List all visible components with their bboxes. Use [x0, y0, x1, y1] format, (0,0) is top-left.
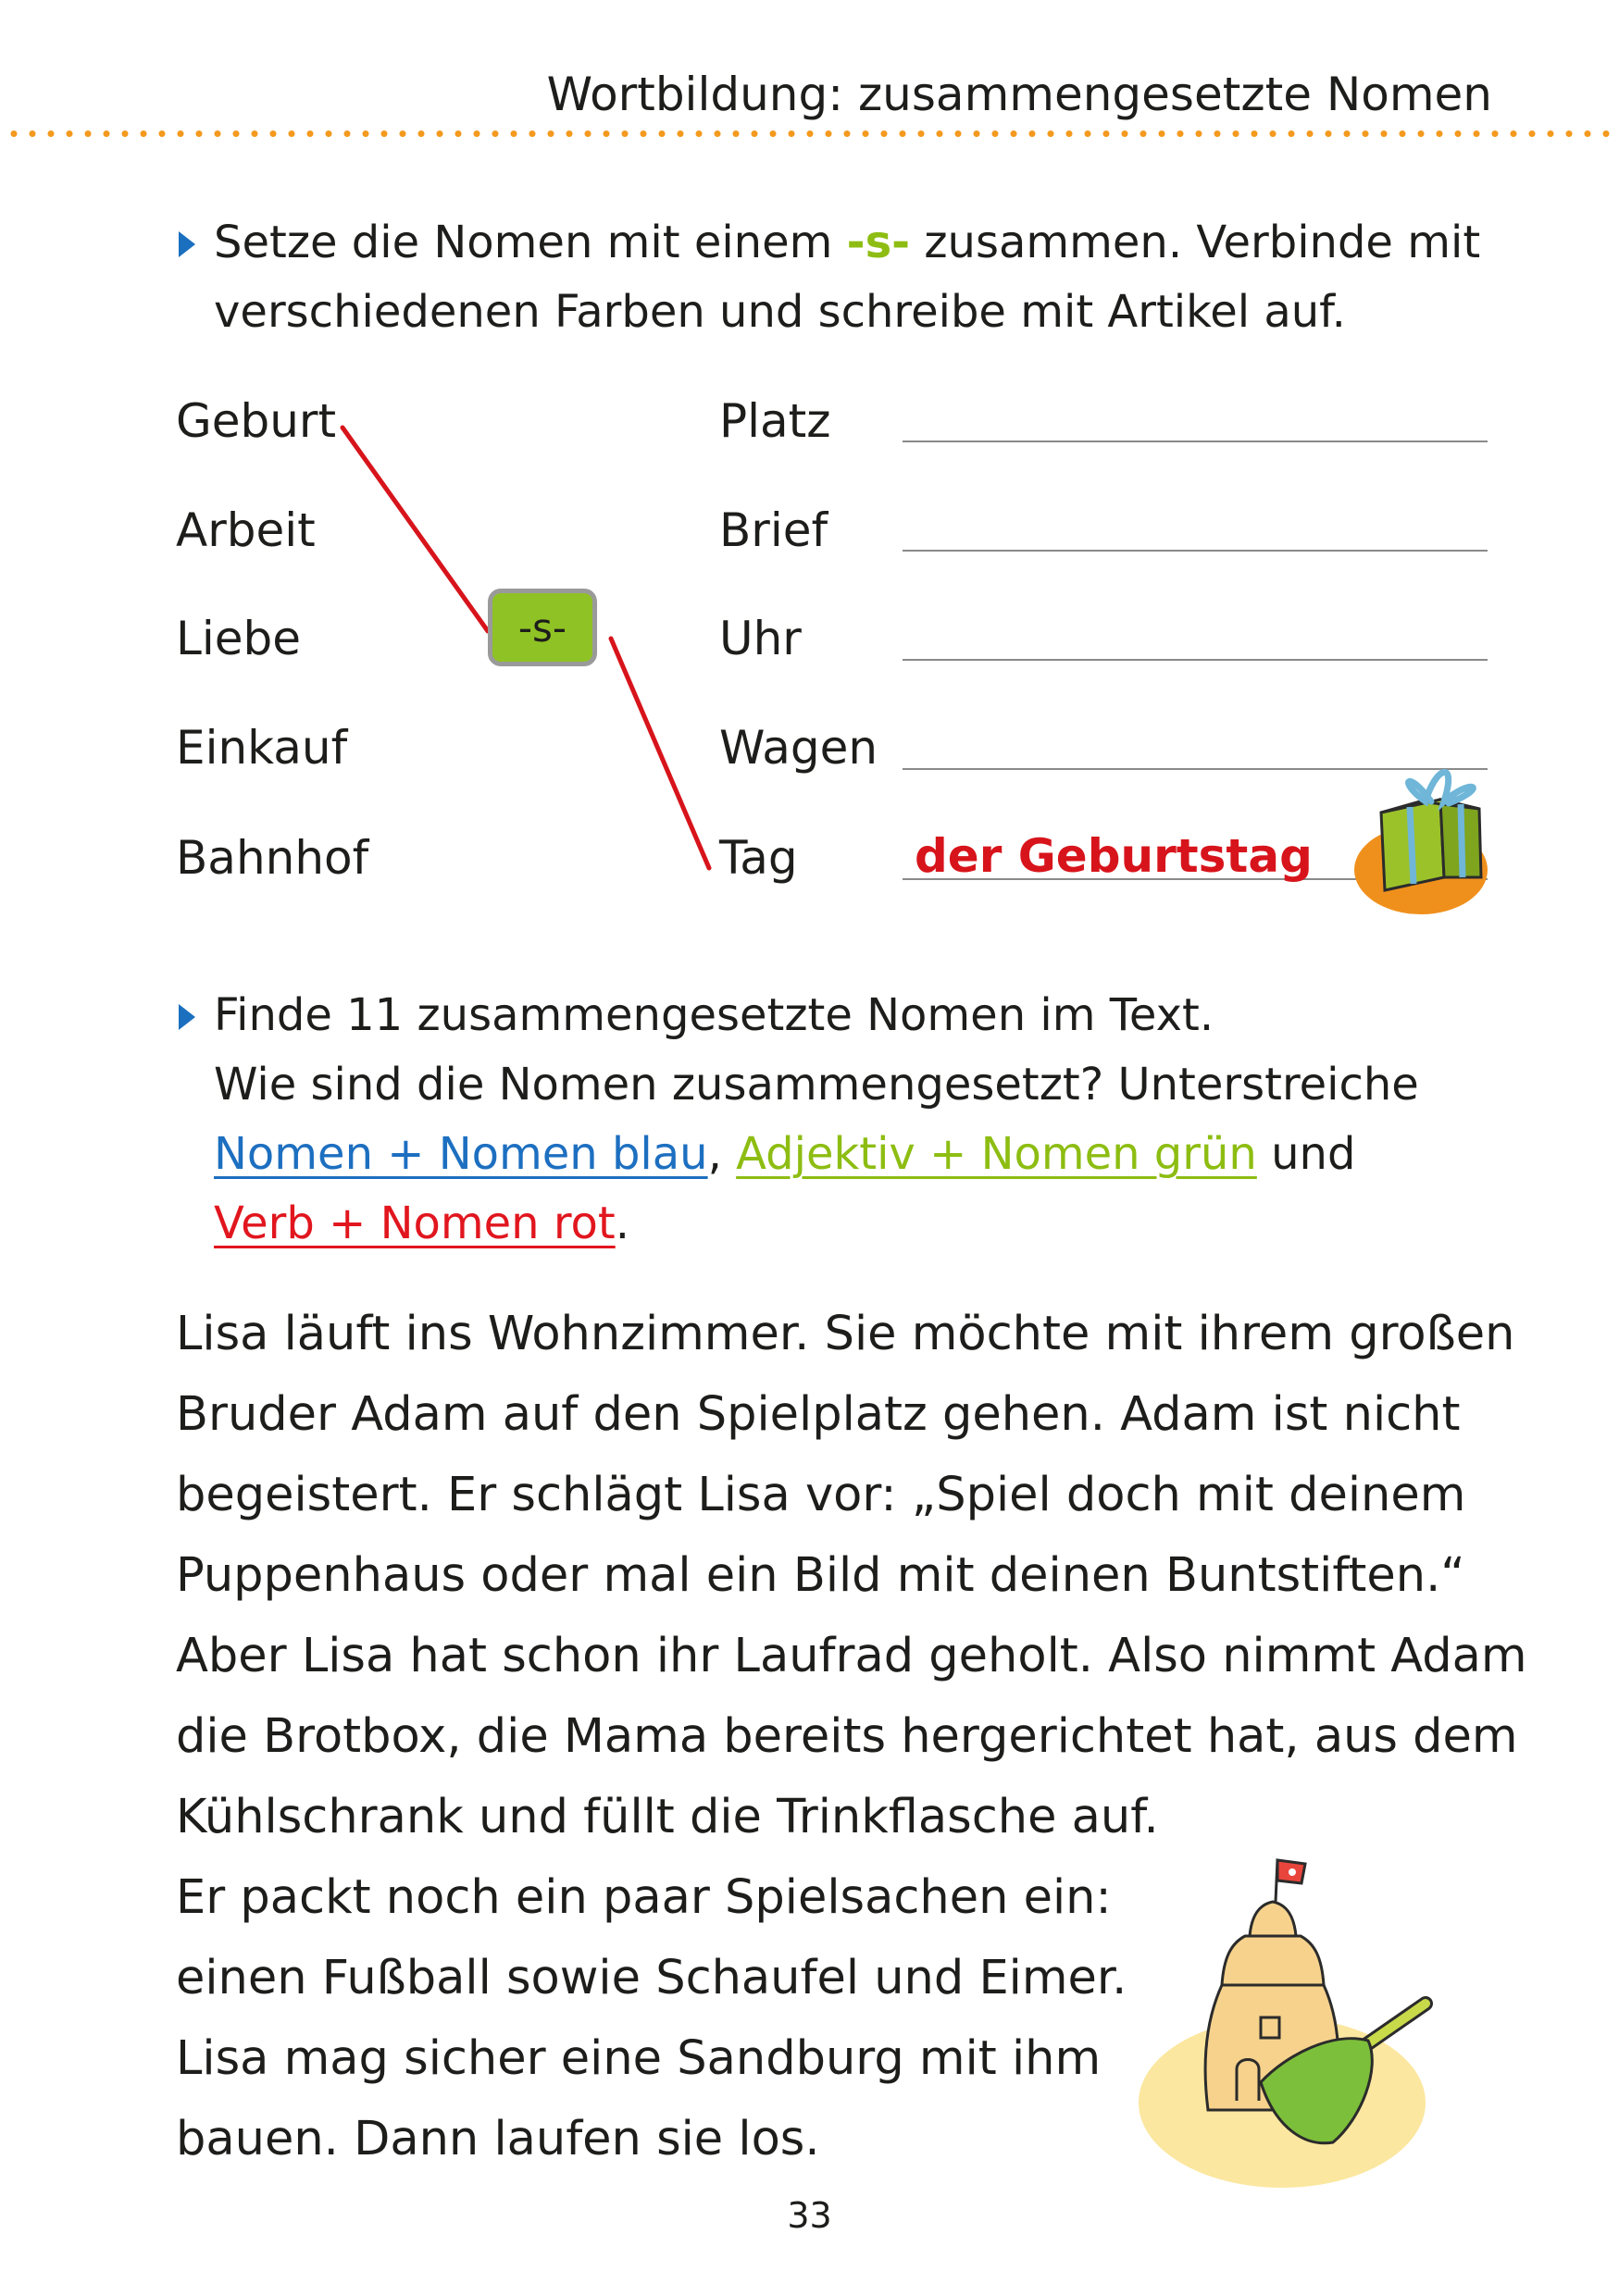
story-line: Aber Lisa hat schon ihr Laufrad geholt. Also nimmt Adam — [176, 1629, 1527, 1683]
left-word-bahnhof: Bahnhof — [176, 831, 369, 885]
story-line: die Brotbox, die Mama bereits hergerichtet hat, aus dem — [176, 1709, 1518, 1764]
left-word-liebe: Liebe — [176, 612, 302, 665]
left-word-arbeit: Arbeit — [176, 503, 316, 557]
task-2-line-2: Wie sind die Nomen zusammengesetzt? Unterstreiche — [214, 1059, 1419, 1111]
story-line: Lisa mag sicher eine Sandburg mit ihm — [176, 2031, 1102, 2086]
gift-icon — [1354, 772, 1488, 914]
story-line: bauen. Dann laufen sie los. — [176, 2112, 820, 2166]
legend-blue: Nomen + Nomen blau — [214, 1128, 708, 1180]
s-marker: -s- — [846, 217, 911, 268]
task-2-legend-line: Nomen + Nomen blau, Adjektiv + Nomen grün und — [214, 1128, 1356, 1180]
s-connector-box: -s- — [488, 589, 597, 666]
left-word-einkauf: Einkauf — [176, 721, 348, 775]
right-word-tag: Tag — [719, 831, 798, 885]
task-2-instruction — [179, 981, 1493, 1259]
story-line: Bruder Adam auf den Spielplatz gehen. Adam ist nicht — [176, 1387, 1461, 1442]
example-answer: der Geburtstag — [915, 829, 1313, 883]
right-word-wagen: Wagen — [719, 721, 878, 775]
task-2-line-1: Finde 11 zusammengesetzte Nomen im Text. — [214, 989, 1214, 1041]
legend-green: Adjektiv + Nomen grün — [736, 1128, 1257, 1180]
story-line: Puppenhaus oder mal ein Bild mit deinen Buntstiften.“ — [176, 1548, 1465, 1603]
story-line: begeistert. Er schlägt Lisa vor: „Spiel doch mit deinem — [176, 1468, 1466, 1522]
story-line: Kühlschrank und füllt die Trinkflasche auf. — [176, 1790, 1159, 1844]
right-word-brief: Brief — [719, 503, 828, 557]
right-word-uhr: Uhr — [719, 612, 802, 665]
story-line: Er packt noch ein paar Spielsachen ein: — [176, 1870, 1112, 1925]
triangle-bullet-icon — [179, 1004, 195, 1030]
task-1-text: Setze die Nomen mit einem -s- zusammen. Verbinde mit verschiedenen Farben und schreibe mit Artikel auf. — [214, 217, 1481, 338]
page-header-title: Wortbildung: zusammengesetzte Nomen — [546, 68, 1492, 121]
right-word-platz: Platz — [719, 394, 831, 448]
task-2-text — [214, 981, 1493, 1259]
story-line: Lisa läuft ins Wohnzimmer. Sie möchte mit ihrem großen — [176, 1307, 1515, 1361]
task-2-legend-line-2: Verb + Nomen rot. — [214, 1198, 629, 1249]
left-word-geburt: Geburt — [176, 394, 337, 448]
story-line: einen Fußball sowie Schaufel und Eimer. — [176, 1951, 1127, 2005]
page-number: 33 — [787, 2195, 832, 2236]
story-text — [176, 1294, 1527, 2179]
legend-red: Verb + Nomen rot — [214, 1198, 616, 1249]
